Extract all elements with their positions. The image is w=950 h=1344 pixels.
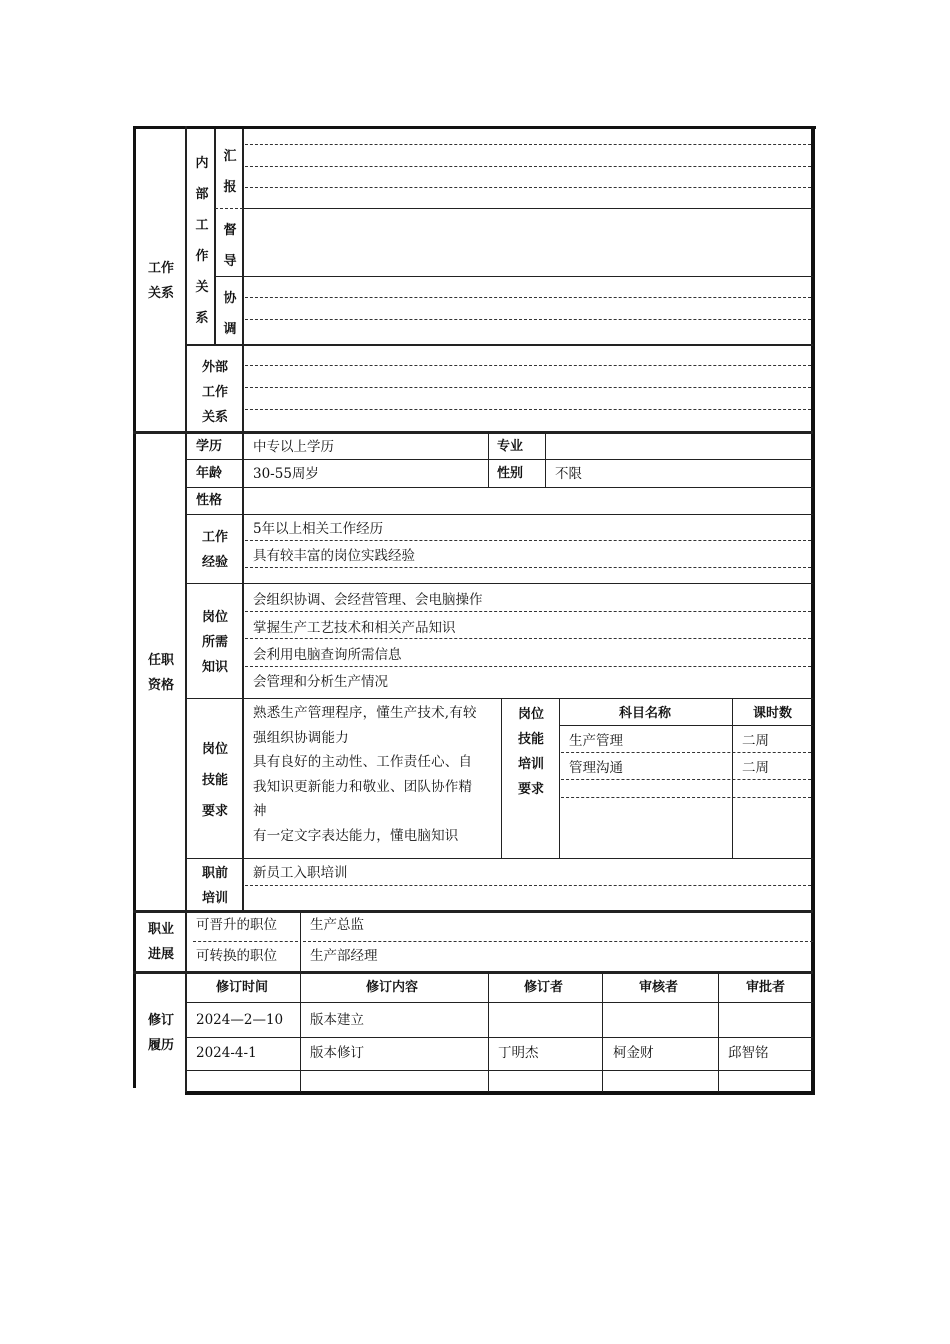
section-divider (133, 431, 813, 434)
pre-job-training-label (191, 861, 239, 911)
training-req-label-line: 技能 (517, 732, 544, 747)
knowledge-item: 掌握生产工艺技术和相关产品知识 (253, 620, 456, 636)
skills-label-line: 技能 (201, 773, 228, 788)
course-header-border (560, 725, 813, 726)
career-line (303, 941, 813, 942)
revision-row-border (185, 1037, 813, 1038)
external-line (245, 387, 811, 388)
label-column-border (185, 126, 187, 1092)
experience-line (245, 540, 811, 541)
course-name: 管理沟通 (569, 760, 623, 776)
experience-line (245, 567, 811, 568)
age-row-border (185, 487, 813, 488)
skills-line: 有一定文字表达能力，懂电脑知识 (253, 827, 459, 844)
internal-label-char: 工 (195, 218, 209, 233)
course-name: 生产管理 (569, 733, 623, 749)
revision-date: 2024-4-1 (196, 1045, 257, 1061)
frame-left (133, 126, 136, 1088)
qualifications-label-line: 资格 (147, 678, 174, 693)
section-divider (133, 971, 813, 974)
report-supervise-divider (215, 208, 243, 209)
training-req-label-line: 要求 (517, 782, 544, 797)
course-hours: 二周 (742, 733, 769, 749)
career-line (193, 941, 298, 942)
revision-row-border (185, 1070, 813, 1071)
internal-border (214, 129, 216, 344)
training-req-label-line: 培训 (517, 757, 544, 772)
revision-date: 2024—2—10 (196, 1012, 284, 1028)
coordinate-line (245, 297, 811, 298)
education-label: 学历 (196, 439, 223, 454)
personality-label: 性格 (196, 493, 223, 508)
revision-header-reviewer: 审核者 (639, 980, 679, 995)
knowledge-label (191, 605, 239, 680)
gender-value: 不限 (555, 466, 582, 482)
report-label-char: 报 (223, 180, 237, 195)
coordinate-label (220, 283, 240, 345)
experience-row-border (185, 583, 813, 584)
coordinate-label-char: 协 (223, 291, 237, 306)
course-line (561, 752, 811, 753)
education-value: 中专以上学历 (253, 439, 334, 455)
transfer-value: 生产部经理 (310, 948, 378, 964)
skills-line: 强组织协调能力 (253, 729, 349, 746)
frame-right (811, 126, 815, 1094)
qualifications-label (139, 648, 183, 698)
frame-top (133, 126, 816, 129)
career-value-border (300, 913, 301, 972)
major-value-border (545, 434, 546, 488)
supervise-row-border (215, 276, 813, 277)
external-label-line: 外部 (201, 360, 228, 375)
skills-label-line: 岗位 (201, 742, 228, 757)
pre-job-label-line: 职前 (201, 866, 228, 881)
experience-item: 5年以上相关工作经历 (253, 521, 384, 537)
knowledge-row-border (185, 698, 813, 699)
supervise-label (220, 215, 240, 277)
internal-label-char: 关 (195, 280, 209, 295)
personality-row-border (185, 514, 813, 515)
job-description-form (133, 126, 816, 1094)
skills-line: 神 (253, 803, 267, 819)
internal-label-char: 作 (195, 249, 209, 264)
skills-row-border (185, 858, 813, 859)
internal-label-char: 系 (195, 311, 209, 326)
revision-header-approver: 审批者 (746, 980, 786, 995)
hours-header: 课时数 (753, 706, 793, 721)
work-relations-label-line: 工作 (147, 261, 174, 276)
skills-label-line: 要求 (201, 804, 228, 819)
experience-label-line: 经验 (201, 555, 228, 570)
pre-job-line (245, 885, 811, 886)
revision-content: 版本修订 (310, 1045, 364, 1061)
transfer-label: 可转换的职位 (196, 948, 277, 964)
knowledge-item: 会组织协调、会经营管理、会电脑操作 (253, 592, 483, 608)
external-relations-label (191, 355, 239, 430)
knowledge-label-line: 岗位 (201, 610, 228, 625)
revision-header-date: 修订时间 (216, 980, 269, 995)
training-req-label-line: 岗位 (517, 707, 544, 722)
career-label-line: 职业 (147, 922, 174, 937)
course-line (561, 779, 811, 780)
revision-col-border (488, 974, 489, 1092)
sub-label-border (242, 129, 244, 432)
skills-line: 具有良好的主动性、工作责任心、自 (253, 754, 473, 770)
work-relations-label (139, 256, 183, 306)
revision-col-border (718, 974, 719, 1092)
age-label: 年龄 (196, 466, 223, 481)
report-row-border (243, 208, 813, 209)
promote-label: 可晋升的职位 (196, 917, 277, 933)
training-requirement-label (509, 702, 553, 802)
skills-right-border (501, 698, 502, 859)
experience-label (191, 525, 239, 575)
external-line (245, 409, 811, 410)
knowledge-item: 会管理和分析生产情况 (253, 674, 388, 690)
skills-line: 熟悉生产管理程序，懂生产技术,有较 (253, 705, 477, 721)
frame-bottom (185, 1091, 815, 1095)
pre-job-training-value: 新员工入职培训 (253, 865, 348, 881)
revision-reviser: 丁明杰 (498, 1045, 539, 1061)
internal-label-char: 内 (195, 156, 209, 171)
course-line (561, 797, 811, 798)
revision-label-line: 修订 (147, 1013, 174, 1028)
knowledge-line (245, 666, 811, 667)
revision-label-line: 履历 (147, 1038, 174, 1053)
major-label: 专业 (497, 439, 524, 454)
revision-header-reviser: 修订者 (524, 980, 564, 995)
revision-header-content: 修订内容 (366, 980, 419, 995)
revision-approver: 邱智铭 (728, 1045, 769, 1061)
pre-job-label-line: 培训 (201, 891, 228, 906)
gender-label: 性别 (497, 466, 524, 481)
external-label-line: 关系 (201, 410, 228, 425)
internal-bottom-border (185, 344, 813, 346)
revision-header-border (185, 1002, 813, 1003)
qualifications-label-line: 任职 (147, 653, 174, 668)
experience-item: 具有较丰富的岗位实践经验 (253, 548, 415, 564)
skills-description (253, 701, 497, 848)
revision-col-border (300, 974, 301, 1092)
knowledge-item: 会利用电脑查询所需信息 (253, 647, 402, 663)
major-left-border (488, 434, 489, 488)
course-header: 科目名称 (619, 706, 672, 721)
knowledge-line (245, 611, 811, 612)
report-label (220, 141, 240, 203)
knowledge-label-line: 知识 (201, 660, 228, 675)
external-label-line: 工作 (201, 385, 228, 400)
career-label-line: 进展 (147, 947, 174, 962)
work-relations-label-line: 关系 (147, 286, 174, 301)
career-label (139, 917, 183, 967)
revision-content: 版本建立 (310, 1012, 364, 1028)
knowledge-line (245, 638, 811, 639)
age-value: 30-55周岁 (253, 466, 319, 482)
qual-label-border (242, 434, 244, 911)
report-line (245, 166, 811, 167)
experience-label-line: 工作 (201, 530, 228, 545)
coordinate-label-char: 调 (223, 322, 237, 337)
supervise-label-char: 导 (223, 254, 237, 269)
internal-label-char: 部 (195, 187, 209, 202)
education-row-border (185, 459, 813, 460)
skills-label (191, 734, 239, 827)
skills-line: 我知识更新能力和敬业、团队协作精 (253, 778, 473, 795)
course-hours: 二周 (742, 760, 769, 776)
external-line (245, 365, 811, 366)
report-line (245, 144, 811, 145)
internal-relations-label (192, 148, 212, 334)
revision-col-border (602, 974, 603, 1092)
revision-label (139, 1008, 183, 1058)
coordinate-line (245, 319, 811, 320)
report-label-char: 汇 (223, 149, 237, 164)
report-line (245, 187, 811, 188)
promote-value: 生产总监 (310, 917, 364, 933)
supervise-label-char: 督 (223, 223, 237, 238)
revision-reviewer: 柯金财 (613, 1045, 654, 1061)
knowledge-label-line: 所需 (201, 635, 228, 650)
